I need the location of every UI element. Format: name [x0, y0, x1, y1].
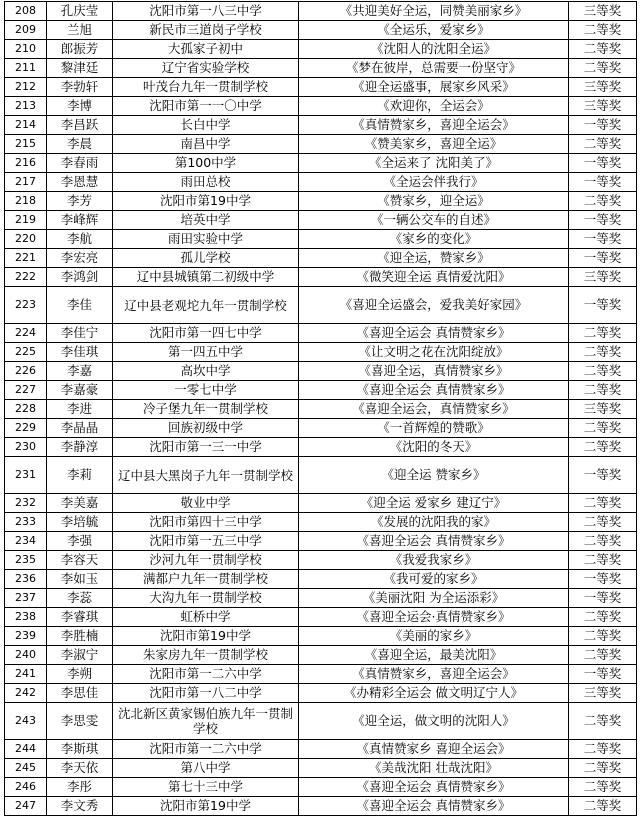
table-row — [5, 513, 637, 532]
student-name: 李蕊 — [47, 589, 113, 608]
row-number: 218 — [5, 192, 47, 211]
prize-level: 二等奖 — [569, 759, 637, 778]
school-name: 沈阳市第一四七中学 — [113, 324, 299, 343]
school-name: 叶茂台九年一贯制学校 — [113, 78, 299, 97]
table-row — [5, 2, 637, 21]
school-name: 雨田实验中学 — [113, 230, 299, 249]
table-row — [5, 287, 637, 324]
prize-level: 三等奖 — [569, 97, 637, 116]
essay-title: 《喜迎全运会 真情赞家乡》 — [299, 532, 569, 551]
student-name: 李睿琪 — [47, 608, 113, 627]
student-name: 李朔 — [47, 665, 113, 684]
prize-level: 三等奖 — [569, 684, 637, 703]
school-name: 冷子堡九年一贯制学校 — [113, 400, 299, 419]
row-number: 219 — [5, 211, 47, 230]
student-name: 李嘉豪 — [47, 381, 113, 400]
row-number: 209 — [5, 21, 47, 40]
table-row — [5, 78, 637, 97]
school-name: 沈阳市第一三一中学 — [113, 438, 299, 457]
essay-title: 《我可爱的家乡》 — [299, 570, 569, 589]
essay-title: 《迎全运，赞家乡》 — [299, 249, 569, 268]
table-row — [5, 646, 637, 665]
student-name: 李晨 — [47, 135, 113, 154]
prize-level: 三等奖 — [569, 400, 637, 419]
prize-level: 一等奖 — [569, 570, 637, 589]
prize-level: 二等奖 — [569, 778, 637, 797]
prize-level: 二等奖 — [569, 532, 637, 551]
table-row — [5, 249, 637, 268]
prize-level: 一等奖 — [569, 154, 637, 173]
essay-title: 《共迎美好全运，同赞美丽家乡》 — [299, 2, 569, 21]
student-name: 郎振芳 — [47, 40, 113, 59]
school-name: 沙河九年一贯制学校 — [113, 551, 299, 570]
prize-level: 二等奖 — [569, 21, 637, 40]
essay-title: 《喜迎全运，最美沈阳》 — [299, 646, 569, 665]
row-number: 247 — [5, 797, 47, 816]
prize-level: 一等奖 — [569, 287, 637, 324]
school-name: 雨田总校 — [113, 173, 299, 192]
prize-level: 二等奖 — [569, 513, 637, 532]
student-name: 李莉 — [47, 457, 113, 494]
essay-title: 《真情赞家乡，喜迎全运会》 — [299, 665, 569, 684]
prize-level: 二等奖 — [569, 740, 637, 759]
table-row — [5, 343, 637, 362]
school-name: 沈阳市第19中学 — [113, 627, 299, 646]
student-name: 李嘉 — [47, 362, 113, 381]
essay-title: 《赞家乡，迎全运》 — [299, 192, 569, 211]
essay-title: 《赞美家乡，喜迎全运》 — [299, 135, 569, 154]
prize-level: 二等奖 — [569, 362, 637, 381]
essay-title: 《沈阳人的沈阳全运》 — [299, 40, 569, 59]
prize-level: 二等奖 — [569, 797, 637, 816]
prize-level: 一等奖 — [569, 230, 637, 249]
school-name: 长白中学 — [113, 116, 299, 135]
prize-level: 二等奖 — [569, 59, 637, 78]
student-name: 李天依 — [47, 759, 113, 778]
school-name: 辽中县大黑岗子九年一贯制学校 — [113, 457, 299, 494]
row-number: 208 — [5, 2, 47, 21]
row-number: 214 — [5, 116, 47, 135]
student-name: 李恩慧 — [47, 173, 113, 192]
essay-title: 《喜迎全运会 真情赞家乡》 — [299, 324, 569, 343]
school-name: 沈阳市第一八三中学 — [113, 2, 299, 21]
essay-title: 《喜迎全运会，真情赞家乡》 — [299, 400, 569, 419]
award-table — [4, 1, 637, 816]
essay-title: 《真情赞家乡 喜迎全运会》 — [299, 740, 569, 759]
school-name: 新民市三道岗子学校 — [113, 21, 299, 40]
school-name: 沈阳市第四十三中学 — [113, 513, 299, 532]
student-name: 李文秀 — [47, 797, 113, 816]
student-name: 李春雨 — [47, 154, 113, 173]
prize-level: 三等奖 — [569, 2, 637, 21]
student-name: 李美嘉 — [47, 494, 113, 513]
school-name: 孤儿学校 — [113, 249, 299, 268]
table-row — [5, 570, 637, 589]
table-row — [5, 438, 637, 457]
table-row — [5, 97, 637, 116]
table-row — [5, 589, 637, 608]
school-name: 沈阳市第一五三中学 — [113, 532, 299, 551]
table-row — [5, 759, 637, 778]
row-number: 227 — [5, 381, 47, 400]
row-number: 241 — [5, 665, 47, 684]
school-name: 回族初级中学 — [113, 419, 299, 438]
table-row — [5, 400, 637, 419]
essay-title: 《真情赞家乡，喜迎全运会》 — [299, 116, 569, 135]
award-table-body — [5, 2, 637, 816]
essay-title: 《欢迎你，全运会》 — [299, 97, 569, 116]
essay-title: 《喜迎全运，真情赞家乡》 — [299, 362, 569, 381]
student-name: 李佳 — [47, 287, 113, 324]
prize-level: 二等奖 — [569, 135, 637, 154]
essay-title: 《美哉沈阳 壮哉沈阳》 — [299, 759, 569, 778]
essay-title: 《喜迎全运会 真情赞家乡》 — [299, 778, 569, 797]
school-name: 沈阳市第一二六中学 — [113, 665, 299, 684]
essay-title: 《一辆公交车的自述》 — [299, 211, 569, 230]
row-number: 242 — [5, 684, 47, 703]
essay-title: 《微笑迎全运 真情爱沈阳》 — [299, 268, 569, 287]
school-name: 一零七中学 — [113, 381, 299, 400]
essay-title: 《让文明之花在沈阳绽放》 — [299, 343, 569, 362]
student-name: 李博 — [47, 97, 113, 116]
prize-level: 二等奖 — [569, 551, 637, 570]
row-number: 245 — [5, 759, 47, 778]
prize-level: 二等奖 — [569, 703, 637, 740]
table-row — [5, 324, 637, 343]
row-number: 229 — [5, 419, 47, 438]
school-name: 辽中县城镇第二初级中学 — [113, 268, 299, 287]
prize-level: 二等奖 — [569, 192, 637, 211]
student-name: 李强 — [47, 532, 113, 551]
prize-level: 二等奖 — [569, 627, 637, 646]
school-name: 沈阳市第19中学 — [113, 797, 299, 816]
student-name: 李芳 — [47, 192, 113, 211]
school-name: 虹桥中学 — [113, 608, 299, 627]
row-number: 240 — [5, 646, 47, 665]
row-number: 216 — [5, 154, 47, 173]
student-name: 李佳琪 — [47, 343, 113, 362]
essay-title: 《迎全运盛事，展家乡风采》 — [299, 78, 569, 97]
row-number: 228 — [5, 400, 47, 419]
essay-title: 《全运乐，爱家乡》 — [299, 21, 569, 40]
table-row — [5, 740, 637, 759]
essay-title: 《一首辉煌的赞歌》 — [299, 419, 569, 438]
student-name: 李昌跃 — [47, 116, 113, 135]
row-number: 238 — [5, 608, 47, 627]
student-name: 李如玉 — [47, 570, 113, 589]
table-row — [5, 135, 637, 154]
prize-level: 一等奖 — [569, 665, 637, 684]
student-name: 李思佳 — [47, 684, 113, 703]
school-name: 辽宁省实验学校 — [113, 59, 299, 78]
school-name: 第100中学 — [113, 154, 299, 173]
prize-level: 二等奖 — [569, 324, 637, 343]
essay-title: 《喜迎全运盛会，爱我美好家园》 — [299, 287, 569, 324]
student-name: 李勃轩 — [47, 78, 113, 97]
essay-title: 《喜迎全运会 真情赞家乡》 — [299, 797, 569, 816]
student-name: 李航 — [47, 230, 113, 249]
essay-title: 《美丽沈阳 为全运添彩》 — [299, 589, 569, 608]
table-row — [5, 797, 637, 816]
student-name: 李佳宁 — [47, 324, 113, 343]
table-row — [5, 59, 637, 78]
essay-title: 《美丽的家乡》 — [299, 627, 569, 646]
table-row — [5, 173, 637, 192]
table-row — [5, 268, 637, 287]
school-name: 沈阳市第一二六中学 — [113, 740, 299, 759]
table-row — [5, 551, 637, 570]
prize-level: 三等奖 — [569, 268, 637, 287]
table-row — [5, 21, 637, 40]
row-number: 236 — [5, 570, 47, 589]
prize-level: 二等奖 — [569, 608, 637, 627]
student-name: 李宏亮 — [47, 249, 113, 268]
student-name: 李培毓 — [47, 513, 113, 532]
essay-title: 《家乡的变化》 — [299, 230, 569, 249]
essay-title: 《喜迎全运会·真情赞家乡》 — [299, 608, 569, 627]
row-number: 232 — [5, 494, 47, 513]
row-number: 217 — [5, 173, 47, 192]
school-name: 大孤家子初中 — [113, 40, 299, 59]
prize-level: 二等奖 — [569, 419, 637, 438]
school-name: 南昌中学 — [113, 135, 299, 154]
prize-level: 一等奖 — [569, 589, 637, 608]
student-name: 李静淳 — [47, 438, 113, 457]
row-number: 233 — [5, 513, 47, 532]
row-number: 246 — [5, 778, 47, 797]
essay-title: 《喜迎全运会 真情赞家乡》 — [299, 381, 569, 400]
essay-title: 《梦在彼岸，总需要一份坚守》 — [299, 59, 569, 78]
table-row — [5, 40, 637, 59]
school-name: 沈阳市第19中学 — [113, 192, 299, 211]
essay-title: 《迎全运 爱家乡 建辽宁》 — [299, 494, 569, 513]
prize-level: 一等奖 — [569, 211, 637, 230]
row-number: 230 — [5, 438, 47, 457]
essay-title: 《办精彩全运会 做文明辽宁人》 — [299, 684, 569, 703]
table-row — [5, 154, 637, 173]
essay-title: 《沈阳的冬天》 — [299, 438, 569, 457]
prize-level: 三等奖 — [569, 78, 637, 97]
table-row — [5, 211, 637, 230]
table-row — [5, 494, 637, 513]
student-name: 李鸿剑 — [47, 268, 113, 287]
row-number: 239 — [5, 627, 47, 646]
table-row — [5, 778, 637, 797]
row-number: 220 — [5, 230, 47, 249]
school-name: 高坎中学 — [113, 362, 299, 381]
row-number: 234 — [5, 532, 47, 551]
student-name: 李斯琪 — [47, 740, 113, 759]
table-row — [5, 627, 637, 646]
table-row — [5, 362, 637, 381]
row-number: 231 — [5, 457, 47, 494]
student-name: 李进 — [47, 400, 113, 419]
essay-title: 《全运会伴我行》 — [299, 173, 569, 192]
row-number: 244 — [5, 740, 47, 759]
table-row — [5, 457, 637, 494]
school-name: 沈阳市第一八二中学 — [113, 684, 299, 703]
table-row — [5, 381, 637, 400]
student-name: 李容天 — [47, 551, 113, 570]
prize-level: 二等奖 — [569, 343, 637, 362]
table-row — [5, 419, 637, 438]
prize-level: 二等奖 — [569, 381, 637, 400]
table-row — [5, 116, 637, 135]
essay-title: 《全运来了 沈阳美了》 — [299, 154, 569, 173]
school-name: 满都户九年一贯制学校 — [113, 570, 299, 589]
prize-level: 一等奖 — [569, 173, 637, 192]
prize-level: 二等奖 — [569, 438, 637, 457]
school-name: 沈阳市第一一〇中学 — [113, 97, 299, 116]
student-name: 李彤 — [47, 778, 113, 797]
school-name: 第七十三中学 — [113, 778, 299, 797]
prize-level: 一等奖 — [569, 249, 637, 268]
student-name: 孔庆莹 — [47, 2, 113, 21]
table-row — [5, 192, 637, 211]
table-row — [5, 703, 637, 740]
row-number: 222 — [5, 268, 47, 287]
table-row — [5, 230, 637, 249]
school-name: 第八中学 — [113, 759, 299, 778]
row-number: 237 — [5, 589, 47, 608]
student-name: 黎津廷 — [47, 59, 113, 78]
table-row — [5, 684, 637, 703]
essay-title: 《迎全运 赞家乡》 — [299, 457, 569, 494]
row-number: 226 — [5, 362, 47, 381]
row-number: 212 — [5, 78, 47, 97]
essay-title: 《迎全运，做文明的沈阳人》 — [299, 703, 569, 740]
essay-title: 《我爱我家乡》 — [299, 551, 569, 570]
school-name: 朱家房九年一贯制学校 — [113, 646, 299, 665]
row-number: 211 — [5, 59, 47, 78]
prize-level: 二等奖 — [569, 40, 637, 59]
row-number: 210 — [5, 40, 47, 59]
row-number: 213 — [5, 97, 47, 116]
table-row — [5, 665, 637, 684]
school-name: 大沟九年一贯制学校 — [113, 589, 299, 608]
prize-level: 一等奖 — [569, 116, 637, 135]
student-name: 兰旭 — [47, 21, 113, 40]
prize-level: 二等奖 — [569, 646, 637, 665]
row-number: 225 — [5, 343, 47, 362]
school-name: 敬业中学 — [113, 494, 299, 513]
school-name: 辽中县老观坨九年一贯制学校 — [113, 287, 299, 324]
table-row — [5, 608, 637, 627]
row-number: 235 — [5, 551, 47, 570]
essay-title: 《发展的沈阳我的家》 — [299, 513, 569, 532]
school-name: 培英中学 — [113, 211, 299, 230]
student-name: 李峰辉 — [47, 211, 113, 230]
row-number: 221 — [5, 249, 47, 268]
prize-level: 二等奖 — [569, 494, 637, 513]
row-number: 215 — [5, 135, 47, 154]
prize-level: 一等奖 — [569, 457, 637, 494]
school-name: 沈北新区黄家锡伯族九年一贯制学校 — [113, 703, 299, 740]
student-name: 李淑宁 — [47, 646, 113, 665]
table-row — [5, 532, 637, 551]
student-name: 李思雯 — [47, 703, 113, 740]
student-name: 李晶晶 — [47, 419, 113, 438]
row-number: 224 — [5, 324, 47, 343]
student-name: 李胜楠 — [47, 627, 113, 646]
row-number: 243 — [5, 703, 47, 740]
row-number: 223 — [5, 287, 47, 324]
school-name: 第一四五中学 — [113, 343, 299, 362]
